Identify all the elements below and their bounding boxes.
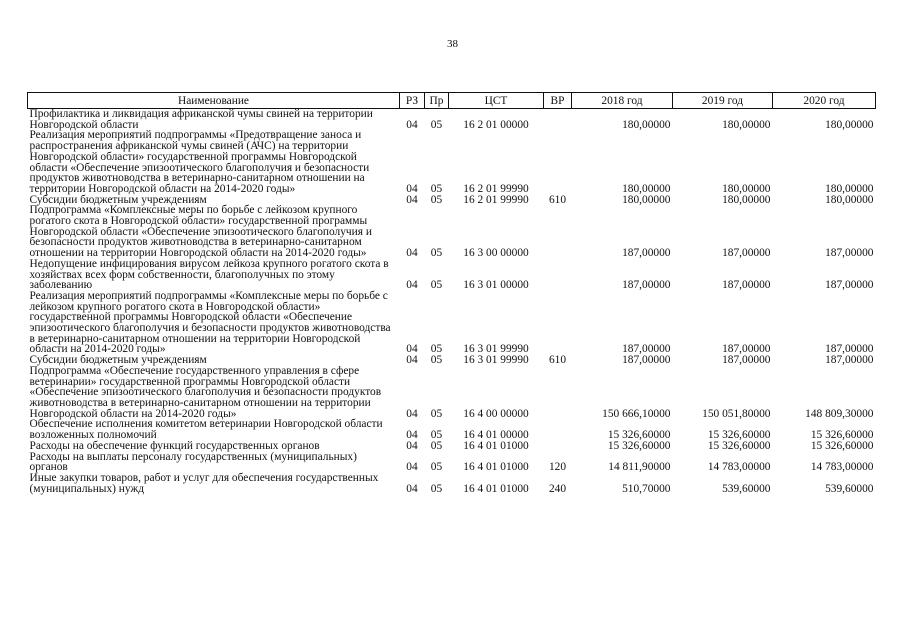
cell-name: Подпрограмма «Комплексные меры по борьбе с лейкозом крупного рогатого скота в Новгородской области» государственной программы Новгородской области «Обеспечение эпизоотического благополучия и безопасности продуктов животноводства в ветеринарно-санитарном отношении на территории Новгородской области на 2014-2020 годы» [29,204,372,260]
cell-2019: 180,00000 [722,193,771,206]
cell-cst: 16 4 01 01000 [463,461,529,474]
cell-2020: 539,60000 [825,482,874,495]
cell-name: Иные закупки товаров, работ и услуг для обеспечения государственных (муниципальных) нужд [29,471,379,495]
cell-2018: 187,00000 [622,354,671,367]
cell-name: Подпрограмма «Обеспечение государственного управления в сфере ветеринарии» государственной программы Новгородской области «Обеспечение эпизоотического благополучия и безопасности продуктов животноводства в ветеринарно-санитарном отношении на территории Новгородской области на 2014-2020 годы» [29,364,382,420]
cell-cst: 16 2 01 99990 [463,182,529,195]
cell-vr: 610 [548,354,567,367]
cell-2019: 14 783,00000 [707,461,771,474]
cell-2020: 187,00000 [825,354,874,367]
cell-2020: 14 783,00000 [810,461,874,474]
cell-pr: 05 [430,193,443,206]
cell-2019: 187,00000 [722,354,771,367]
cell-name: Субсидии бюджетным учреждениям [29,193,207,206]
cell-pr: 05 [430,429,443,442]
header-name: Наименование [28,93,400,109]
table-row [28,366,876,420]
cell-name: Профилактика и ликвидация африканской чумы свиней на территории Новгородской области [29,108,373,131]
cell-2018: 150 666,10000 [602,407,671,420]
cell-pr: 05 [430,439,443,452]
cell-vr: 120 [548,461,567,474]
cell-rz: 04 [406,482,418,495]
table-body [28,109,876,495]
cell-vr [544,419,572,440]
cell-pr: 05 [430,118,443,131]
header-2020: 2020 год [773,93,876,109]
cell-2019: 180,00000 [722,182,771,195]
cell-rz: 04 [406,407,418,420]
cell-2020: 180,00000 [825,193,874,206]
cell-2020: 148 809,30000 [805,407,874,420]
table-row [28,419,876,440]
cell-cst: 16 4 01 00000 [463,429,529,442]
table-row [28,109,876,131]
cell-cst: 16 4 00 00000 [463,407,529,420]
cell-cst: 16 4 01 01000 [463,482,529,495]
cell-2018: 187,00000 [622,247,671,260]
header-row [28,93,876,109]
cell-name: Недопущение инфицирования вирусом лейкоза крупного рогатого скота в хозяйствах всех форм собственности, благополучных по этому заболеванию [29,257,389,292]
table-row [28,205,876,259]
cell-2020: 180,00000 [825,182,874,195]
cell-2020: 187,00000 [825,247,874,260]
cell-rz: 04 [406,429,418,442]
cell-rz: 04 [406,343,418,356]
cell-pr: 05 [430,247,443,260]
cell-rz: 04 [406,461,418,474]
cell-pr: 05 [430,354,443,367]
cell-name: Расходы на обеспечение функций государственных органов [29,439,320,452]
cell-name: Расходы на выплаты персоналу государственных (муниципальных) органов [29,450,357,474]
cell-rz: 04 [406,182,418,195]
cell-pr: 05 [430,279,443,292]
cell-name: Реализация мероприятий подпрограммы «Предотвращение заноса и распространения африканской чумы свиней (АЧС) на территории Новгородской области» государственной программы Новгородской области «Обеспечение эпизоотического благополучия и безопасности продуктов животноводства в ветеринарно-санитарном отношении на территории Новгородской области на 2014-2020 годы» [29,129,370,195]
cell-pr: 05 [430,182,443,195]
cell-pr: 05 [430,343,443,356]
cell-cst: 16 3 01 99990 [463,343,529,356]
table-row [28,452,876,473]
cell-2018: 510,70000 [622,482,671,495]
header-pr: Пр [425,93,449,109]
header-2019: 2019 год [673,93,773,109]
cell-2020: 15 326,60000 [810,439,874,452]
cell-2018: 15 326,60000 [607,429,671,442]
table-row [28,473,876,494]
cell-vr [544,205,572,259]
cell-cst: 16 3 00 00000 [463,247,529,260]
header-2018: 2018 год [572,93,673,109]
cell-name: Реализация мероприятий подпрограммы «Комплексные меры по борьбе с лейкозом крупного рогатого скота в Новгородской области» государственной программы Новгородской области «Обеспечение эпизоотического благополучия и безопасности продуктов животноводства в ветеринарно-санитарном отношении на территории Новгородской области на 2014-2020 годы» [29,289,391,356]
table-row [28,130,876,194]
cell-rz: 04 [406,279,418,292]
cell-vr: 610 [548,193,567,206]
cell-2019: 15 326,60000 [707,429,771,442]
cell-2018: 180,00000 [622,182,671,195]
cell-cst: 16 4 01 01000 [463,439,529,452]
cell-2018: 14 811,90000 [608,461,671,474]
table-row [28,441,876,452]
cell-vr [544,130,572,194]
cell-2020: 180,00000 [825,118,874,131]
cell-vr [544,441,572,452]
cell-name: Обеспечение исполнения комитетом ветеринарии Новгородской области возложенных полномочий [29,418,383,442]
cell-vr [544,259,572,291]
page-number: 38 [447,38,458,50]
cell-2018: 15 326,60000 [607,439,671,452]
cell-vr [544,291,572,355]
cell-vr [544,366,572,420]
cell-cst: 16 3 01 00000 [463,279,529,292]
cell-cst: 16 3 01 99990 [463,354,529,367]
table-row [28,259,876,291]
cell-rz: 04 [406,193,418,206]
cell-2019: 187,00000 [722,279,771,292]
budget-table [27,92,876,494]
cell-2020: 187,00000 [825,343,874,356]
cell-rz: 04 [406,247,418,260]
cell-2019: 15 326,60000 [707,439,771,452]
cell-2018: 180,00000 [622,193,671,206]
cell-2019: 187,00000 [722,343,771,356]
cell-rz: 04 [406,354,418,367]
cell-pr: 05 [430,461,443,474]
cell-2018: 187,00000 [622,279,671,292]
cell-cst: 16 2 01 99990 [463,193,529,206]
cell-rz: 04 [406,439,418,452]
cell-2019: 187,00000 [722,247,771,260]
cell-pr: 05 [430,407,443,420]
cell-2020: 15 326,60000 [810,429,874,442]
header-vr: ВР [544,93,572,109]
cell-vr: 240 [548,482,567,495]
cell-2019: 180,00000 [722,118,771,131]
cell-2018: 187,00000 [622,343,671,356]
cell-2019: 150 051,80000 [702,407,771,420]
cell-2019: 539,60000 [722,482,771,495]
header-rz: РЗ [400,93,425,109]
cell-vr [544,109,572,131]
cell-2020: 187,00000 [825,279,874,292]
table-row [28,291,876,355]
cell-pr: 05 [430,482,443,495]
header-cst: ЦСТ [449,93,544,109]
cell-rz: 04 [406,118,418,131]
cell-2018: 180,00000 [622,118,671,131]
cell-cst: 16 2 01 00000 [463,118,529,131]
cell-name: Субсидии бюджетным учреждениям [29,354,207,367]
